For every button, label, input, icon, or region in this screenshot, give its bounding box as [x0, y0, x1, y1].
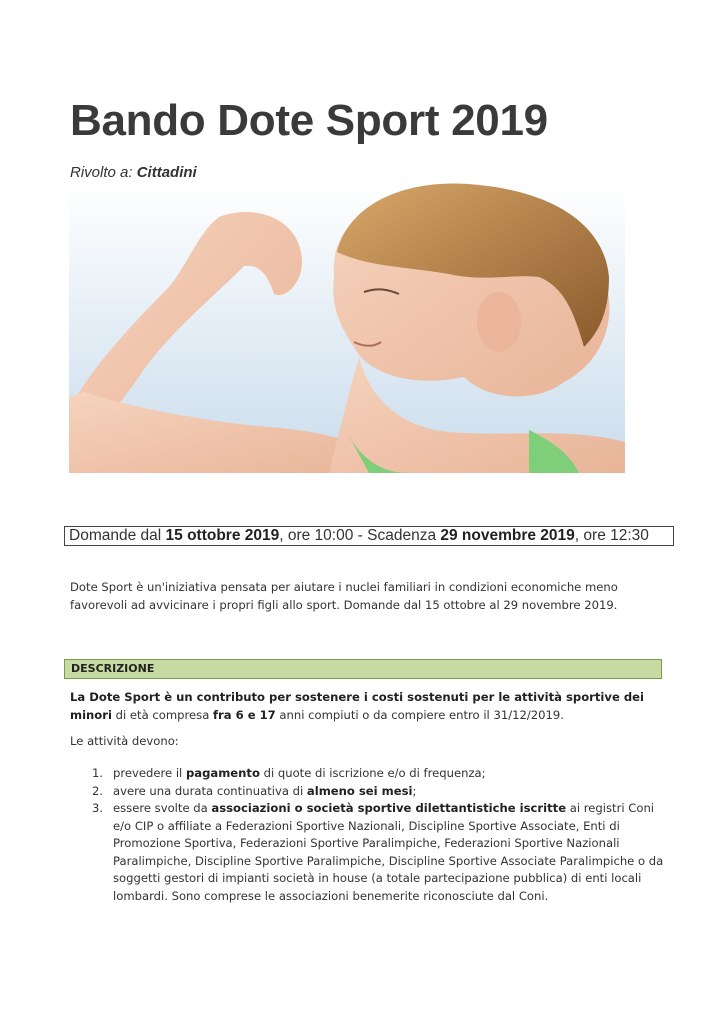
- section-heading-descrizione: DESCRIZIONE: [64, 659, 662, 679]
- list-item-text: ;: [412, 783, 417, 798]
- list-item-text: di quote di iscrizione e/o di frequenza;: [259, 766, 486, 780]
- deadline-text-3: , ore 12:30: [574, 527, 649, 544]
- intro-paragraph: Dote Sport è un'iniziativa pensata per aiutare i nuclei familiari in condizioni economiche meno favorevoli ad avvicinare i propri figli allo sport. Domande dal 15 ottobre al 29 novembre 2019.: [70, 580, 618, 612]
- audience-line: [70, 164, 197, 181]
- deadline-text-2: , ore 10:00 - Scadenza: [279, 527, 441, 544]
- list-item-text: ai registri Coni e/o CIP o affiliate a Federazioni Sportive Nazionali, Discipline Sportive Associate, Enti di Promozione Sportiva, Federazioni Sportive Paralimpiche, Federazioni Sportive Nazionali Paralimpiche, Discipline Sportive Paralimpiche, Discipline Sportive Associate Paralimpiche o da soggetti gestori di impianti società in house (a totale partecipazione pubblica) di enti locali lombardi. Sono comprese le associazioni benemerite riconosciute dal Coni.: [113, 801, 664, 903]
- list-item-bold: pagamento: [185, 766, 260, 780]
- deadline-banner: [64, 526, 674, 546]
- list-item-text: essere svolte da: [113, 801, 212, 815]
- list-item-text: prevedere il: [113, 766, 186, 780]
- list-item: [86, 765, 666, 783]
- boy-flexing-illustration: [69, 182, 625, 473]
- page-title: Bando Dote Sport 2019: [70, 96, 548, 145]
- description-text-2: anni compiuti o da compiere entro il 31/12/2019.: [275, 708, 564, 722]
- deadline-text-1: Domande dal: [69, 527, 166, 544]
- description-text-1: di età compresa: [111, 708, 213, 722]
- description-bold-1: La Dote Sport è un contributo per sostenere i costi sostenuti per le attività sportive dei minori: [70, 690, 645, 722]
- deadline-end-date: 29 novembre 2019: [440, 527, 575, 544]
- audience-value: Cittadini: [136, 164, 197, 181]
- description-bold-2: fra 6 e 17: [212, 708, 276, 722]
- list-item-bold: associazioni o società sportive dilettantistiche iscritte: [211, 801, 567, 815]
- list-intro: Le attività devono:: [70, 734, 179, 748]
- deadline-start-date: 15 ottobre 2019: [165, 527, 280, 544]
- list-item-text: avere una durata continuativa di: [113, 783, 307, 798]
- list-item-bold: almeno sei mesi: [306, 783, 413, 798]
- list-item: [86, 800, 666, 905]
- list-item: [86, 783, 666, 801]
- description-paragraph: [70, 688, 670, 724]
- hero-photo: [69, 182, 625, 473]
- audience-label: Rivolto a:: [70, 164, 133, 181]
- requirements-list: [86, 765, 666, 905]
- list-item-number: 3.: [92, 801, 104, 815]
- list-item-number: 2.: [92, 783, 104, 798]
- list-item-number: 1.: [92, 766, 104, 780]
